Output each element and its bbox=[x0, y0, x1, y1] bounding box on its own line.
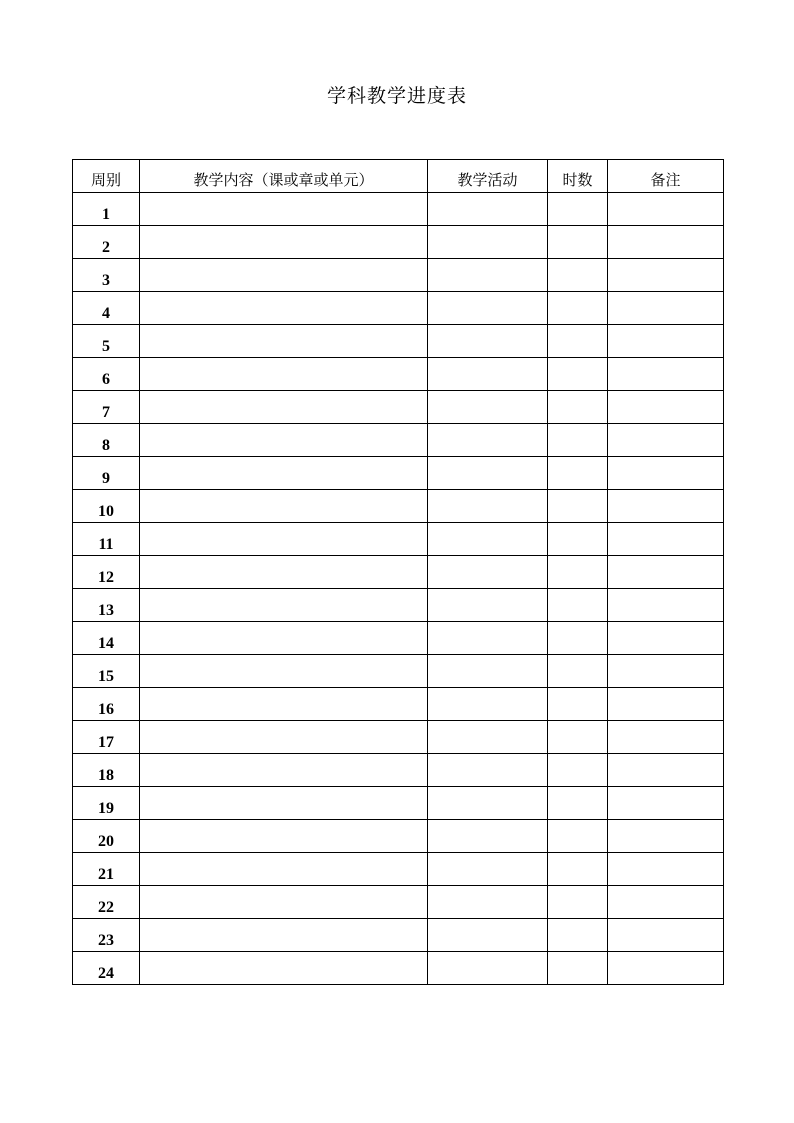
notes-cell[interactable] bbox=[608, 523, 724, 556]
content-cell[interactable] bbox=[140, 556, 428, 589]
hours-cell[interactable] bbox=[548, 688, 608, 721]
hours-cell[interactable] bbox=[548, 787, 608, 820]
content-cell[interactable] bbox=[140, 820, 428, 853]
content-cell[interactable] bbox=[140, 853, 428, 886]
week-number-cell: 6 bbox=[73, 358, 140, 391]
notes-cell[interactable] bbox=[608, 325, 724, 358]
hours-cell[interactable] bbox=[548, 589, 608, 622]
activity-cell[interactable] bbox=[428, 193, 548, 226]
table-row bbox=[73, 490, 724, 523]
week-number-cell: 5 bbox=[73, 325, 140, 358]
activity-cell[interactable] bbox=[428, 457, 548, 490]
content-cell[interactable] bbox=[140, 292, 428, 325]
activity-cell[interactable] bbox=[428, 424, 548, 457]
content-cell[interactable] bbox=[140, 589, 428, 622]
table-row bbox=[73, 325, 724, 358]
activity-cell[interactable] bbox=[428, 358, 548, 391]
notes-cell[interactable] bbox=[608, 622, 724, 655]
table-row bbox=[73, 259, 724, 292]
notes-cell[interactable] bbox=[608, 424, 724, 457]
notes-cell[interactable] bbox=[608, 952, 724, 985]
table-row bbox=[73, 358, 724, 391]
hours-cell[interactable] bbox=[548, 886, 608, 919]
table-row bbox=[73, 721, 724, 754]
hours-cell[interactable] bbox=[548, 721, 608, 754]
week-number-cell: 3 bbox=[73, 259, 140, 292]
hours-cell[interactable] bbox=[548, 754, 608, 787]
table-row bbox=[73, 391, 724, 424]
hours-cell[interactable] bbox=[548, 523, 608, 556]
hours-cell[interactable] bbox=[548, 325, 608, 358]
content-cell[interactable] bbox=[140, 259, 428, 292]
table-row bbox=[73, 556, 724, 589]
hours-cell[interactable] bbox=[548, 490, 608, 523]
hours-cell[interactable] bbox=[548, 259, 608, 292]
notes-cell[interactable] bbox=[608, 787, 724, 820]
activity-cell[interactable] bbox=[428, 853, 548, 886]
week-number-cell: 23 bbox=[73, 919, 140, 952]
table-row bbox=[73, 424, 724, 457]
table-row bbox=[73, 589, 724, 622]
notes-cell[interactable] bbox=[608, 820, 724, 853]
activity-cell[interactable] bbox=[428, 556, 548, 589]
hours-cell[interactable] bbox=[548, 457, 608, 490]
table-row bbox=[73, 457, 724, 490]
content-cell[interactable] bbox=[140, 226, 428, 259]
content-cell[interactable] bbox=[140, 622, 428, 655]
table-row bbox=[73, 193, 724, 226]
table-row bbox=[73, 820, 724, 853]
table-row bbox=[73, 655, 724, 688]
hours-cell[interactable] bbox=[548, 424, 608, 457]
notes-cell[interactable] bbox=[608, 358, 724, 391]
activity-cell[interactable] bbox=[428, 886, 548, 919]
table-row bbox=[73, 622, 724, 655]
week-number-cell: 18 bbox=[73, 754, 140, 787]
hours-cell[interactable] bbox=[548, 952, 608, 985]
week-number-cell: 2 bbox=[73, 226, 140, 259]
activity-cell[interactable] bbox=[428, 688, 548, 721]
content-cell[interactable] bbox=[140, 391, 428, 424]
table-row bbox=[73, 754, 724, 787]
notes-cell[interactable] bbox=[608, 919, 724, 952]
content-cell[interactable] bbox=[140, 193, 428, 226]
table-body bbox=[73, 193, 724, 985]
page-title: 学科教学进度表 bbox=[326, 85, 467, 107]
header-week: 周别 bbox=[73, 160, 140, 193]
week-number-cell: 14 bbox=[73, 622, 140, 655]
header-content: 教学内容（课或章或单元） bbox=[140, 160, 428, 193]
week-number-cell: 20 bbox=[73, 820, 140, 853]
week-number-cell: 21 bbox=[73, 853, 140, 886]
notes-cell[interactable] bbox=[608, 292, 724, 325]
table-row bbox=[73, 787, 724, 820]
notes-cell[interactable] bbox=[608, 721, 724, 754]
notes-cell[interactable] bbox=[608, 193, 724, 226]
table-row bbox=[73, 688, 724, 721]
week-number-cell: 17 bbox=[73, 721, 140, 754]
table-row bbox=[73, 523, 724, 556]
hours-cell[interactable] bbox=[548, 919, 608, 952]
table-row bbox=[73, 853, 724, 886]
table-header-row bbox=[73, 160, 724, 193]
table-row bbox=[73, 226, 724, 259]
week-number-cell: 4 bbox=[73, 292, 140, 325]
content-cell[interactable] bbox=[140, 523, 428, 556]
content-cell[interactable] bbox=[140, 688, 428, 721]
content-cell[interactable] bbox=[140, 424, 428, 457]
content-cell[interactable] bbox=[140, 721, 428, 754]
hours-cell[interactable] bbox=[548, 622, 608, 655]
table-row bbox=[73, 919, 724, 952]
week-number-cell: 16 bbox=[73, 688, 140, 721]
activity-cell[interactable] bbox=[428, 787, 548, 820]
activity-cell[interactable] bbox=[428, 523, 548, 556]
activity-cell[interactable] bbox=[428, 226, 548, 259]
notes-cell[interactable] bbox=[608, 688, 724, 721]
week-number-cell: 8 bbox=[73, 424, 140, 457]
activity-cell[interactable] bbox=[428, 490, 548, 523]
header-hours: 时数 bbox=[548, 160, 608, 193]
notes-cell[interactable] bbox=[608, 259, 724, 292]
content-cell[interactable] bbox=[140, 358, 428, 391]
hours-cell[interactable] bbox=[548, 193, 608, 226]
activity-cell[interactable] bbox=[428, 721, 548, 754]
notes-cell[interactable] bbox=[608, 490, 724, 523]
activity-cell[interactable] bbox=[428, 391, 548, 424]
activity-cell[interactable] bbox=[428, 292, 548, 325]
table-row bbox=[73, 952, 724, 985]
week-number-cell: 11 bbox=[73, 523, 140, 556]
content-cell[interactable] bbox=[140, 655, 428, 688]
activity-cell[interactable] bbox=[428, 589, 548, 622]
table-row bbox=[73, 292, 724, 325]
table-row bbox=[73, 886, 724, 919]
week-number-cell: 10 bbox=[73, 490, 140, 523]
activity-cell[interactable] bbox=[428, 820, 548, 853]
activity-cell[interactable] bbox=[428, 259, 548, 292]
notes-cell[interactable] bbox=[608, 886, 724, 919]
activity-cell[interactable] bbox=[428, 622, 548, 655]
content-cell[interactable] bbox=[140, 325, 428, 358]
activity-cell[interactable] bbox=[428, 325, 548, 358]
content-cell[interactable] bbox=[140, 952, 428, 985]
header-activity: 教学活动 bbox=[428, 160, 548, 193]
notes-cell[interactable] bbox=[608, 655, 724, 688]
notes-cell[interactable] bbox=[608, 457, 724, 490]
content-cell[interactable] bbox=[140, 886, 428, 919]
content-cell[interactable] bbox=[140, 754, 428, 787]
hours-cell[interactable] bbox=[548, 820, 608, 853]
activity-cell[interactable] bbox=[428, 919, 548, 952]
hours-cell[interactable] bbox=[548, 292, 608, 325]
hours-cell[interactable] bbox=[548, 556, 608, 589]
notes-cell[interactable] bbox=[608, 556, 724, 589]
week-number-cell: 7 bbox=[73, 391, 140, 424]
week-number-cell: 13 bbox=[73, 589, 140, 622]
week-number-cell: 19 bbox=[73, 787, 140, 820]
activity-cell[interactable] bbox=[428, 952, 548, 985]
content-cell[interactable] bbox=[140, 457, 428, 490]
content-cell[interactable] bbox=[140, 490, 428, 523]
week-number-cell: 9 bbox=[73, 457, 140, 490]
content-cell[interactable] bbox=[140, 787, 428, 820]
hours-cell[interactable] bbox=[548, 226, 608, 259]
notes-cell[interactable] bbox=[608, 589, 724, 622]
hours-cell[interactable] bbox=[548, 358, 608, 391]
week-number-cell: 12 bbox=[73, 556, 140, 589]
notes-cell[interactable] bbox=[608, 391, 724, 424]
notes-cell[interactable] bbox=[608, 754, 724, 787]
activity-cell[interactable] bbox=[428, 754, 548, 787]
week-number-cell: 15 bbox=[73, 655, 140, 688]
notes-cell[interactable] bbox=[608, 226, 724, 259]
hours-cell[interactable] bbox=[548, 391, 608, 424]
hours-cell[interactable] bbox=[548, 853, 608, 886]
hours-cell[interactable] bbox=[548, 655, 608, 688]
content-cell[interactable] bbox=[140, 919, 428, 952]
week-number-cell: 24 bbox=[73, 952, 140, 985]
week-number-cell: 1 bbox=[73, 193, 140, 226]
schedule-table bbox=[72, 159, 724, 985]
header-notes: 备注 bbox=[608, 160, 724, 193]
activity-cell[interactable] bbox=[428, 655, 548, 688]
week-number-cell: 22 bbox=[73, 886, 140, 919]
notes-cell[interactable] bbox=[608, 853, 724, 886]
